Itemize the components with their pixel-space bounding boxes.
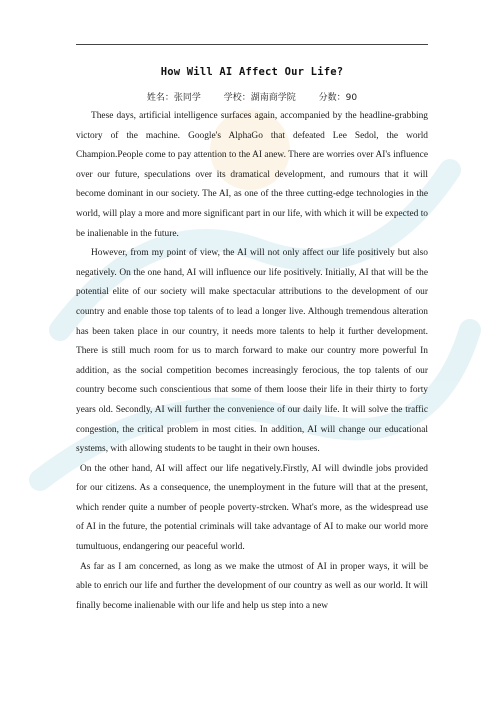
- paragraph-3: On the other hand, AI will affect our life negatively.Firstly, AI will dwindle jobs provided for our citizens. As a consequence, the unemployment in the future will that at the present, which render quite a number of people poverty-strcken. What's more, as the widespread use of AI in the future, the potential criminals will take advantage of AI to make our world more tumultuous, endangering our peaceful world.: [76, 463, 428, 553]
- score: 分数：90: [318, 93, 358, 103]
- essay-title: How Will AI Affect Our Life?: [160, 66, 344, 78]
- school-name: 学校：湖南商学院: [223, 93, 296, 103]
- student-name: 姓名：张同学: [146, 93, 201, 103]
- header-rule: [76, 44, 428, 45]
- document-body: [76, 66, 428, 616]
- author-meta-line: [76, 90, 428, 103]
- paragraph-1: These days, artificial intelligence surfaces again, accompanied by the headline-grabbing victory of the machine. Google's AlphaGo that defeated Lee Sedol, the world Champion.People come to pay attention to the AI anew. There are worries over AI's influence over our future, speculations over its dramatical development, and rumours that it will become dominant in our society. The AI, as one of the three cutting-edge technologies in the world, will play a more and more significant part in our life, with which it will be expected to be inalienable in the future.: [76, 111, 428, 239]
- paragraph-2: However, from my point of view, the AI will not only affect our life positively but also negatively. On the one hand, AI will influence our life positively. Initially, AI that will be the potential elite of our society will make spectacular attributions to the development of our country and enable those top talents of to lead a longer live. Although tremendous alteration has been taken place in our country, it needs more talents to help it further development. There is still much room for us to march forward to make our country more powerful In addition, as the social competition becomes increasingly ferocious, the top talents of our country become such conscientious that some of them loose their life in their thirty to forty years old. Secondly, AI will further the convenience of our daily life. It will solve the traffic congestion, the critical problem in most cities. In addition, AI will change our educational systems, with allowing students to be taught in their own houses.: [76, 248, 428, 455]
- paragraph-4: As far as I am concerned, as long as we make the utmost of AI in proper ways, it will be able to enrich our life and further the development of our country as well as our world. It will finally become inalienable with our life and help us step into a new: [76, 561, 428, 611]
